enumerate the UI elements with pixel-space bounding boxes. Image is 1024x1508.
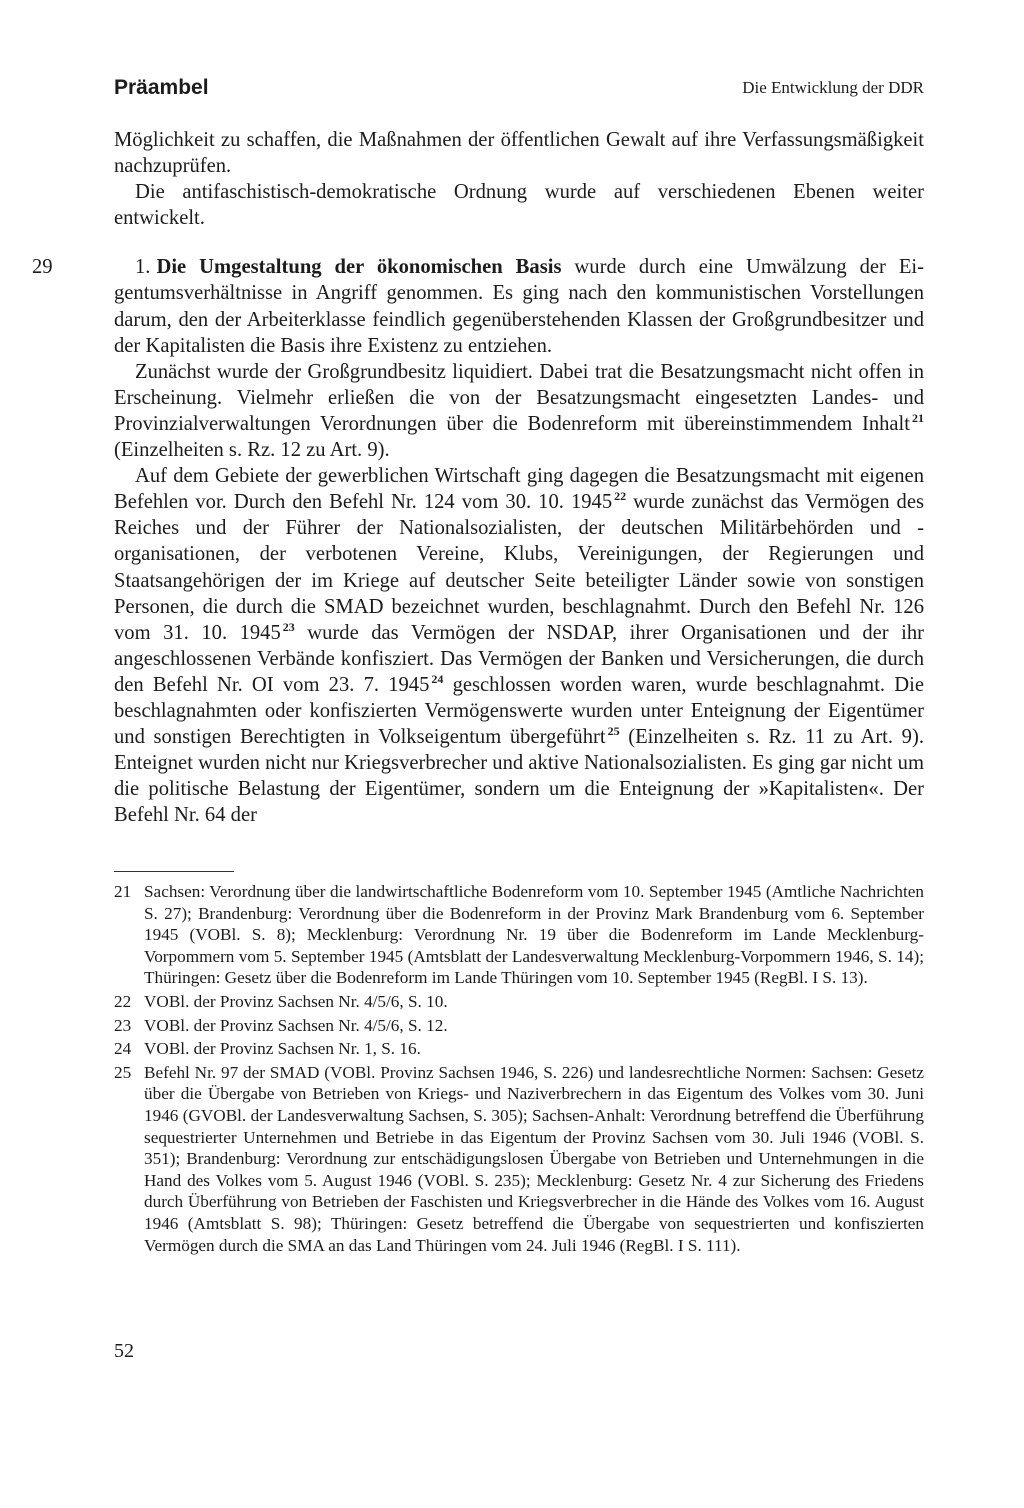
footnote <box>114 1015 924 1037</box>
paragraph <box>114 359 924 463</box>
footnote-number: 25 <box>114 1062 132 1082</box>
paragraph-text: geschlossen worden waren, wurde beschlagnahmt. Die beschlagnahmten oder konfiszierten Vermögenswerte wurden unter Enteignung der Eigentümer und sonstigen Berechtigten in Volkseigentum übergeführt <box>114 673 924 749</box>
main-text <box>32 127 924 828</box>
paragraph-text: (Einzelheiten s. Rz. 11 zu Art. 9). Enteignet wurden nicht nur Kriegsverbrecher und aktive Nationalsozialisten. Es ging gar nicht um die politische Belastung der Eigentümer, sondern um die Enteignung der »Kapitalisten«. Der Befehl Nr. 64 der <box>114 726 924 827</box>
paragraph-text: wurde zunächst das Vermögen des Reiches und der Führer der Nationalsozialisten, der deutschen Militärbehörden und -organisationen, der verbotenen Vereine, Klubs, Vereinigungen, der Regierungen und Staatsangehörigen der im Kriege auf deutscher Seite beteiligter Länder sowie von sonstigen Personen, die durch die SMAD bezeichnet wurden, beschlagnahmt. Durch den Befehl Nr. 126 vom 31. 10. 1945 <box>114 491 924 644</box>
paragraph: Möglichkeit zu schaffen, die Maßnahmen der öffentlichen Gewalt auf ihre Verfassungsmäßigkeit nachzuprüfen. <box>114 129 924 178</box>
footnote-number: 24 <box>114 1039 132 1059</box>
footnote-number: 22 <box>114 991 132 1011</box>
footnote-text: VOBl. der Provinz Sachsen Nr. 4/5/6, S. 12. <box>144 1015 448 1035</box>
paragraph-text: Auf dem Gebiete der gewerblichen Wirtschaft ging dagegen die Besatzungsmacht mit eigenen Befehlen vor. Durch den Befehl Nr. 124 vom 30. 10. 1945 <box>114 465 924 514</box>
footnote-ref: 21 <box>912 410 924 425</box>
bold-lead: Die Umgestaltung der ökonomischen Basis <box>156 256 562 279</box>
section-title: Präambel <box>114 76 209 99</box>
paragraph: Die antifaschistisch-demokratische Ordnung wurde auf verschiedenen Ebenen weiter entwickelt. <box>114 181 924 230</box>
page-number: 52 <box>114 1340 134 1362</box>
paragraph-text: wurde das Vermögen der NSDAP, ihrer Organisationen und der ihr angeschlossenen Verbände konfisziert. Das Vermögen der Banken und Versicherungen, die durch den Befehl Nr. OI vom 23. 7. 1945 <box>114 621 924 696</box>
footnote-number: 21 <box>114 882 132 901</box>
footnote-text: VOBl. der Provinz Sachsen Nr. 1, S. 16. <box>144 1039 421 1059</box>
footnote-ref: 22 <box>614 489 627 504</box>
footnotes <box>114 881 924 1258</box>
footnote <box>114 991 924 1013</box>
footnote-text: Sachsen: Verordnung über die landwirtschaftliche Bodenreform vom 10. September 1945 (Amtliche Nachrichten S. 27); Brandenburg: Verordnung über die Bodenreform in der Provinz Mark Brandenburg vom 6. September 1945 (VOBl. S. 8); Mecklenburg: Verordnung Nr. 19 über die Bodenreform im Lande Mecklenburg-Vorpommern vom 5. September 1945 (Amtsblatt der Landesverwaltung Mecklenburg-Vorpommern 1946, S. 14); Thüringen: Gesetz über die Bodenreform im Lande Thüringen vom 10. September 1945 (RegBl. I S. 13). <box>144 882 924 988</box>
item-number: 1. <box>135 256 151 279</box>
footnote-ref: 24 <box>431 671 444 686</box>
footnote-text: VOBl. der Provinz Sachsen Nr. 4/5/6, S. 10. <box>144 991 448 1011</box>
footnote-divider <box>114 871 234 872</box>
paragraph <box>114 463 924 828</box>
footnote-text: Befehl Nr. 97 der SMAD (VOBl. Provinz Sachsen 1946, S. 226) und landesrechtliche Normen: Sachsen: Gesetz über die Übergabe von Betrieben von Kriegs- und Naziverbrechern in das Eigentum des Volkes vom 30. Juni 1946 (GVOBl. der Landesverwaltung Sachsen, S. 305); Sachsen-Anhalt: Verordnung betreffend die Überführung sequestrierter Unternehmen und Betriebe in das Eigentum der Provinz Sachsen vom 30. Juli 1946 (VOBl. S. 351); Brandenburg: Verordnung zur entschädigungslosen Übergabe von Betrieben und Unternehmungen in die Hand des Volkes vom 5. August 1946 (VOBl. S. 235); Mecklenburg: Gesetz Nr. 4 zur Sicherung des Friedens durch Überführung von Betrieben der Faschisten und Kriegsverbrecher in die Hände des Volkes vom 16. August 1946 (Amtsblatt S. 98); Thüringen: Gesetz betreffend die Übergabe von sequestrierten und konfiszierten Vermögen durch die SMA an das Land Thüringen vom 24. Juli 1946 (RegBl. I S. 111). <box>144 1062 924 1255</box>
footnote <box>114 1038 924 1060</box>
footnote <box>114 881 924 989</box>
footnote <box>114 1062 924 1256</box>
footnote-number: 23 <box>114 1015 132 1035</box>
paragraph-text: Zunächst wurde der Großgrundbesitz liquidiert. Dabei trat die Besatzungsmacht nicht offen in Erscheinung. Vielmehr erließen die von der Besatzungsmacht eingesetzten Landes- und Provinzialverwaltungen Verordnungen über die Bodenreform mit übereinstimmendem Inhalt <box>114 360 924 435</box>
running-title: Die Entwicklung der DDR <box>742 78 924 97</box>
paragraph-text: (Einzelheiten s. Rz. 12 zu Art. 9). <box>114 439 390 462</box>
paragraph-text: wurde durch eine Umwälzung der Eigentumsverhältnisse in Angriff genommen. Es ging nach den kommunistischen Vorstellungen darum, den der Arbeiterklasse feindlich gegenüberstehenden Klassen der Großgrundbesitzer und der Kapitalisten die Basis ihre Existenz zu entziehen. <box>114 256 924 357</box>
margin-number: 29 <box>32 256 53 279</box>
footnote-ref: 25 <box>607 724 620 739</box>
section-29-paragraph <box>32 254 924 358</box>
footnote-ref: 23 <box>282 619 295 634</box>
